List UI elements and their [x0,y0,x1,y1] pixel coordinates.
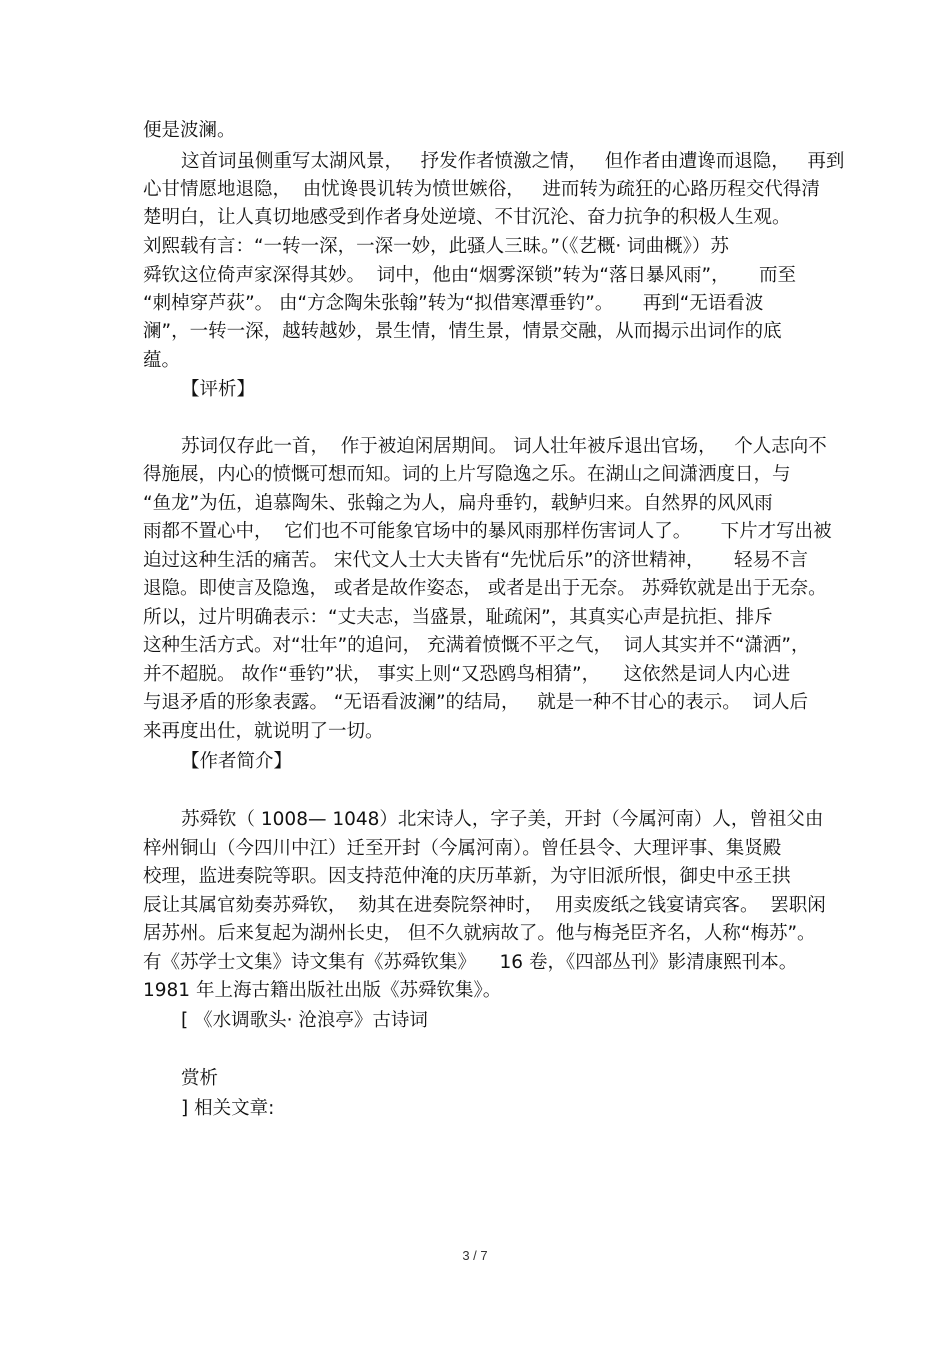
text-line: 得施展，内心的愤慨可想而知。词的上片写隐逸之乐。在湖山之间潇洒度日，与 [143,464,791,485]
text-line: 舜钦这位倚声家深得其妙。 词中，他由“烟雾深锁”转为“落日暴风雨”， 而至 [143,265,797,286]
text-line: “鱼龙”为伍，追慕陶朱、张翰之为人，扁舟垂钓，载鲈归来。自然界的风风雨 [143,493,773,514]
text-line: 楚明白，让人真切地感受到作者身处逆境、不甘沉沦、奋力抗争的积极人生观。 [143,207,791,228]
text-line: 这首词虽侧重写太湖风景， 抒发作者愤激之情， 但作者由遭谗而退隐， 再到 [181,151,845,172]
text-line: 1981 年上海古籍出版社出版《苏舜钦集》。 [143,980,502,1001]
text-line: 心甘情愿地退隐， 由忧谗畏讥转为愤世嫉俗， 进而转为疏狂的心路历程交代得清 [143,179,820,200]
text-line: 梓州铜山（今四川中江）迁至开封（今属河南）。曾任县令、大理评事、集贤殿 [143,838,782,859]
text-line: 与退矛盾的形象表露。 “无语看波澜”的结局， 就是一种不甘心的表示。 词人后 [143,692,808,713]
text-line: 这种生活方式。对“壮年”的追问， 充满着愤慨不平之气， 词人其实并不“潇洒”， [143,635,810,656]
text-line: 并不超脱。 故作“垂钓”状， 事实上则“又恐鸥鸟相猜”， 这依然是词人内心进 [143,664,791,685]
text-line: 退隐。即使言及隐逸， 或者是故作姿态， 或者是出于无奈。 苏舜钦就是出于无奈。 [143,578,827,599]
text-line: 蕴。 [143,350,181,371]
text-line: 居苏州。后来复起为湖州长史， 但不久就病故了。他与梅尧臣齐名，人称“梅苏”。 [143,923,816,944]
text-line: 辰让其属官劾奏苏舜钦， 劾其在进奏院祭神时， 用卖废纸之钱宴请宾客。 罢职闲 [143,895,826,916]
section-heading: 【作者简介】 [181,751,293,772]
text-line: 迫过这种生活的痛苦。 宋代文人士大夫皆有“先忧后乐”的济世精神， 轻易不言 [143,550,808,571]
text-line: 雨都不置心中， 它们也不可能象官场中的暴风雨那样伤害词人了。 下片才写出被 [143,521,832,542]
text-line: 所以，过片明确表示：“丈夫志，当盛景，耻疏闲”，其真实心声是抗拒、排斥 [143,607,773,628]
text-line: 赏析 [181,1068,219,1089]
related-articles-label: ] 相关文章: [181,1098,275,1119]
text-line: 来再度出仕，就说明了一切。 [143,721,384,742]
text-line: 有《苏学士文集》诗文集有《苏舜钦集》 16 卷，《四部丛刊》影清康熙刊本。 [143,952,798,973]
text-line: 苏词仅存此一首， 作于被迫闲居期间。 词人壮年被斥退出官场， 个人志向不 [181,436,827,457]
text-line: 校理，监进奏院等职。因支持范仲淹的庆历革新，为守旧派所恨，御史中丞王拱 [143,866,791,887]
text-line: “刺棹穿芦荻”。 由“方念陶朱张翰”转为“拟借寒潭垂钓”。 再到“无语看波 [143,293,764,314]
text-line: 澜”，一转一深，越转越妙，景生情，情生景，情景交融，从而揭示出词作的底 [143,321,782,342]
related-link-title: [ 《水调歌头· 沧浪亭》古诗词 [181,1010,428,1031]
text-line: 便是波澜。 [143,120,236,141]
text-line: 刘熙载有言：“一转一深，一深一妙，此骚人三昧。”（《艺概· 词曲概》）苏 [143,236,729,257]
section-heading: 【评析】 [181,379,256,400]
page-number: 3 / 7 [462,1248,488,1263]
text-line: 苏舜钦（ 1008— 1048）北宋诗人，字子美，开封（今属河南）人，曾祖父由 [181,809,824,830]
